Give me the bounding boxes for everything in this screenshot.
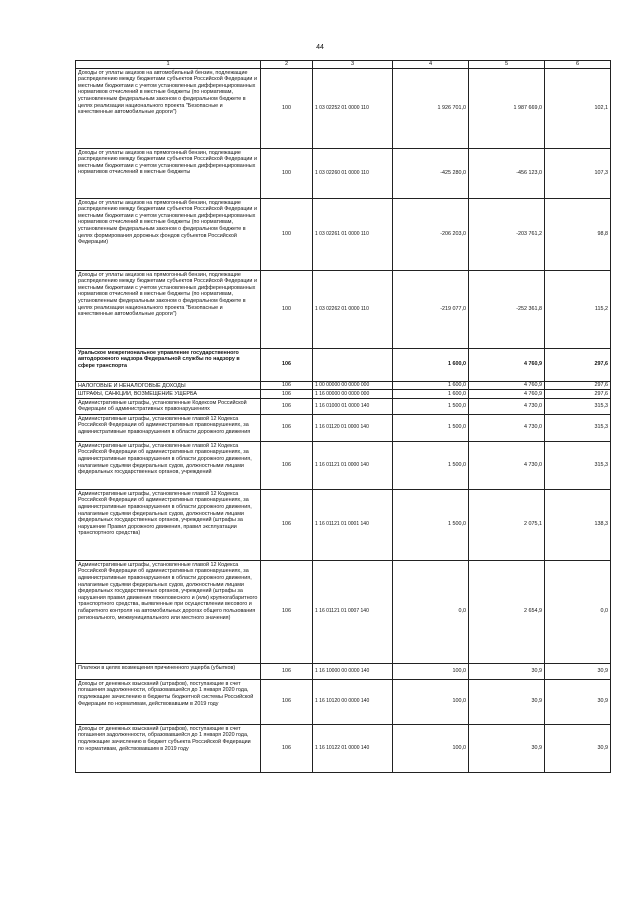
table-row <box>76 198 611 270</box>
row-budget-code: 1 16 01120 01 0000 140 <box>313 414 393 441</box>
row-name: Доходы от уплаты акцизов на прямогонный бензин, подлежащие распределению между бюджетами субъектов Российской Федерации и местными бюджетами с учетом установленных дифференцированных нормативов отчислений в местные бюджеты <box>76 148 261 198</box>
column-header: 3 <box>313 61 393 69</box>
row-budget-code: 1 03 02261 01 0000 110 <box>313 198 393 270</box>
table-row <box>76 148 611 198</box>
row-percent: 107,3 <box>545 148 611 198</box>
row-admin-code: 100 <box>261 148 313 198</box>
column-header: 5 <box>469 61 545 69</box>
table-row <box>76 679 611 724</box>
table-header-row <box>76 61 611 69</box>
row-actual-value: 4 730,0 <box>469 441 545 489</box>
row-name: Административные штрафы, установленные главой 12 Кодекса Российской Федерации об административных правонарушениях, за административные правонарушения в области дорожного движения <box>76 414 261 441</box>
row-name: Административные штрафы, установленные Кодексом Российской Федерации об административных правонарушениях <box>76 398 261 414</box>
row-budget-code: 1 03 02262 01 0000 110 <box>313 270 393 348</box>
row-budget-code: 1 16 01121 01 0000 140 <box>313 441 393 489</box>
table-row <box>76 390 611 399</box>
row-percent: 30,9 <box>545 663 611 679</box>
row-admin-code: 106 <box>261 560 313 663</box>
table-row <box>76 441 611 489</box>
row-actual-value: 30,9 <box>469 663 545 679</box>
revenue-table <box>75 60 611 773</box>
row-plan-value: 1 500,0 <box>393 398 469 414</box>
row-percent: 315,3 <box>545 414 611 441</box>
row-percent: 30,9 <box>545 679 611 724</box>
row-plan-value: 1 926 701,0 <box>393 68 469 148</box>
row-actual-value: -456 123,0 <box>469 148 545 198</box>
row-plan-value: -425 280,0 <box>393 148 469 198</box>
table-row <box>76 398 611 414</box>
row-admin-code: 106 <box>261 724 313 772</box>
row-budget-code: 1 00 00000 00 0000 000 <box>313 381 393 390</box>
row-budget-code: 1 03 02252 01 0000 110 <box>313 68 393 148</box>
row-plan-value: 1 500,0 <box>393 414 469 441</box>
row-name: Платежи в целях возмещения причиненного ущерба (убытков) <box>76 663 261 679</box>
row-admin-code: 106 <box>261 663 313 679</box>
row-actual-value: 4 730,0 <box>469 398 545 414</box>
row-actual-value: 4 760,9 <box>469 348 545 381</box>
row-percent: 115,2 <box>545 270 611 348</box>
row-name: Доходы от уплаты акцизов на автомобильный бензин, подлежащие распределению между бюджетами субъектов Российской Федерации и местными бюджетами с учетом установленных дифференцированных нормативов отчислений в местные бюджеты (по нормативам, установленным федеральным законом о федеральном бюджете в целях реализации национального проекта "Безопасные и качественные автомобильные дороги") <box>76 68 261 148</box>
row-percent: 30,9 <box>545 724 611 772</box>
table-row <box>76 663 611 679</box>
row-budget-code: 1 16 10120 00 0000 140 <box>313 679 393 724</box>
row-admin-code: 100 <box>261 198 313 270</box>
row-actual-value: 1 987 669,0 <box>469 68 545 148</box>
row-name: Доходы от денежных взысканий (штрафов), поступающие в счет погашения задолженности, образовавшейся до 1 января 2020 года, подлежащие зачислению в бюджет субъекта Российской Федерации по нормативам, действовавшим в 2019 году <box>76 724 261 772</box>
table-row <box>76 560 611 663</box>
row-actual-value: -252 361,8 <box>469 270 545 348</box>
row-percent: 297,6 <box>545 348 611 381</box>
row-percent: 98,8 <box>545 198 611 270</box>
row-budget-code: 1 16 10000 00 0000 140 <box>313 663 393 679</box>
row-name: Уральское межрегиональное управление государственного автодорожного надзора Федеральной службы по надзору в сфере транспорта <box>76 348 261 381</box>
row-admin-code: 106 <box>261 398 313 414</box>
row-plan-value: 100,0 <box>393 724 469 772</box>
row-name: ШТРАФЫ, САНКЦИИ, ВОЗМЕЩЕНИЕ УЩЕРБА <box>76 390 261 399</box>
row-name: Доходы от денежных взысканий (штрафов), поступающие в счет погашения задолженности, образовавшейся до 1 января 2020 года, подлежащие зачислению в бюджеты бюджетной системы Российской Федерации по нормативам, действовавшим в 2019 году <box>76 679 261 724</box>
row-percent: 297,6 <box>545 390 611 399</box>
row-plan-value: 0,0 <box>393 560 469 663</box>
row-plan-value: 100,0 <box>393 663 469 679</box>
column-header: 6 <box>545 61 611 69</box>
row-actual-value: 2 075,1 <box>469 489 545 560</box>
row-plan-value: 1 500,0 <box>393 441 469 489</box>
row-percent: 102,1 <box>545 68 611 148</box>
row-actual-value: 30,9 <box>469 724 545 772</box>
table-row <box>76 489 611 560</box>
column-header: 4 <box>393 61 469 69</box>
row-admin-code: 106 <box>261 390 313 399</box>
row-actual-value: 30,9 <box>469 679 545 724</box>
row-budget-code: 1 03 02260 01 0000 110 <box>313 148 393 198</box>
row-budget-code: 1 16 01121 01 0007 140 <box>313 560 393 663</box>
row-name: Доходы от уплаты акцизов на прямогонный бензин, подлежащие распределению между бюджетами субъектов Российской Федерации и местными бюджетами с учетом установленных дифференцированных нормативов отчислений в местные бюджеты (по нормативам, установленным федеральным законом о федеральном бюджете в целях формирования дорожных фондов субъектов Российской Федерации) <box>76 198 261 270</box>
row-plan-value: -206 203,0 <box>393 198 469 270</box>
row-actual-value: 4 760,9 <box>469 390 545 399</box>
row-plan-value: 1 600,0 <box>393 381 469 390</box>
row-admin-code: 106 <box>261 348 313 381</box>
row-actual-value: 4 760,9 <box>469 381 545 390</box>
row-budget-code: 1 16 01000 01 0000 140 <box>313 398 393 414</box>
row-budget-code: 1 16 01121 01 0001 140 <box>313 489 393 560</box>
page-number: 44 <box>316 44 324 51</box>
row-percent: 297,6 <box>545 381 611 390</box>
row-name: Административные штрафы, установленные главой 12 Кодекса Российской Федерации об административных правонарушениях, за административные правонарушения в области дорожного движения, налагаемые судьями федеральных судов, должностными лицами федеральных государственных органов, учреждений (штрафы за нарушение Правил дорожного движения, правил эксплуатации транспортного средства) <box>76 489 261 560</box>
row-admin-code: 106 <box>261 441 313 489</box>
row-plan-value: 1 600,0 <box>393 390 469 399</box>
table-row <box>76 270 611 348</box>
row-name: Административные штрафы, установленные главой 12 Кодекса Российской Федерации об административных правонарушениях, за административные правонарушения в области дорожного движения, налагаемые судьями федеральных судов, должностными лицами федеральных государственных органов, учреждений <box>76 441 261 489</box>
row-budget-code <box>313 348 393 381</box>
row-actual-value: 4 730,0 <box>469 414 545 441</box>
table-row <box>76 381 611 390</box>
row-name: НАЛОГОВЫЕ И НЕНАЛОГОВЫЕ ДОХОДЫ <box>76 381 261 390</box>
row-admin-code: 106 <box>261 489 313 560</box>
row-percent: 0,0 <box>545 560 611 663</box>
table-row <box>76 348 611 381</box>
table-row <box>76 68 611 148</box>
row-admin-code: 106 <box>261 381 313 390</box>
row-percent: 315,3 <box>545 441 611 489</box>
row-name: Доходы от уплаты акцизов на прямогонный бензин, подлежащие распределению между бюджетами субъектов Российской Федерации и местными бюджетами с учетом установленных дифференцированных нормативов отчислений в местные бюджеты (по нормативам, установленным федеральным законом о федеральном бюджете в целях реализации национального проекта "Безопасные и качественные автомобильные дороги") <box>76 270 261 348</box>
row-budget-code: 1 16 00000 00 0000 000 <box>313 390 393 399</box>
row-admin-code: 106 <box>261 414 313 441</box>
row-plan-value: 1 500,0 <box>393 489 469 560</box>
table-row <box>76 724 611 772</box>
row-percent: 138,3 <box>545 489 611 560</box>
row-admin-code: 106 <box>261 679 313 724</box>
row-actual-value: -203 761,2 <box>469 198 545 270</box>
row-percent: 315,3 <box>545 398 611 414</box>
row-actual-value: 2 654,9 <box>469 560 545 663</box>
row-plan-value: -219 077,0 <box>393 270 469 348</box>
table-row <box>76 414 611 441</box>
row-plan-value: 100,0 <box>393 679 469 724</box>
row-admin-code: 100 <box>261 68 313 148</box>
row-plan-value: 1 600,0 <box>393 348 469 381</box>
row-budget-code: 1 16 10122 01 0000 140 <box>313 724 393 772</box>
row-name: Административные штрафы, установленные главой 12 Кодекса Российской Федерации об административных правонарушениях, за административные правонарушения в области дорожного движения, налагаемые судьями федеральных судов, должностными лицами федеральных государственных органов, учреждений (штрафы за нарушения правил движения тяжеловесного и (или) крупногабаритного транспортного средства, выявленные при осуществлении весового и габаритного контроля на автомобильных дорогах общего пользования регионального, межмуниципального или местного значения) <box>76 560 261 663</box>
row-admin-code: 100 <box>261 270 313 348</box>
column-header: 2 <box>261 61 313 69</box>
column-header: 1 <box>76 61 261 69</box>
